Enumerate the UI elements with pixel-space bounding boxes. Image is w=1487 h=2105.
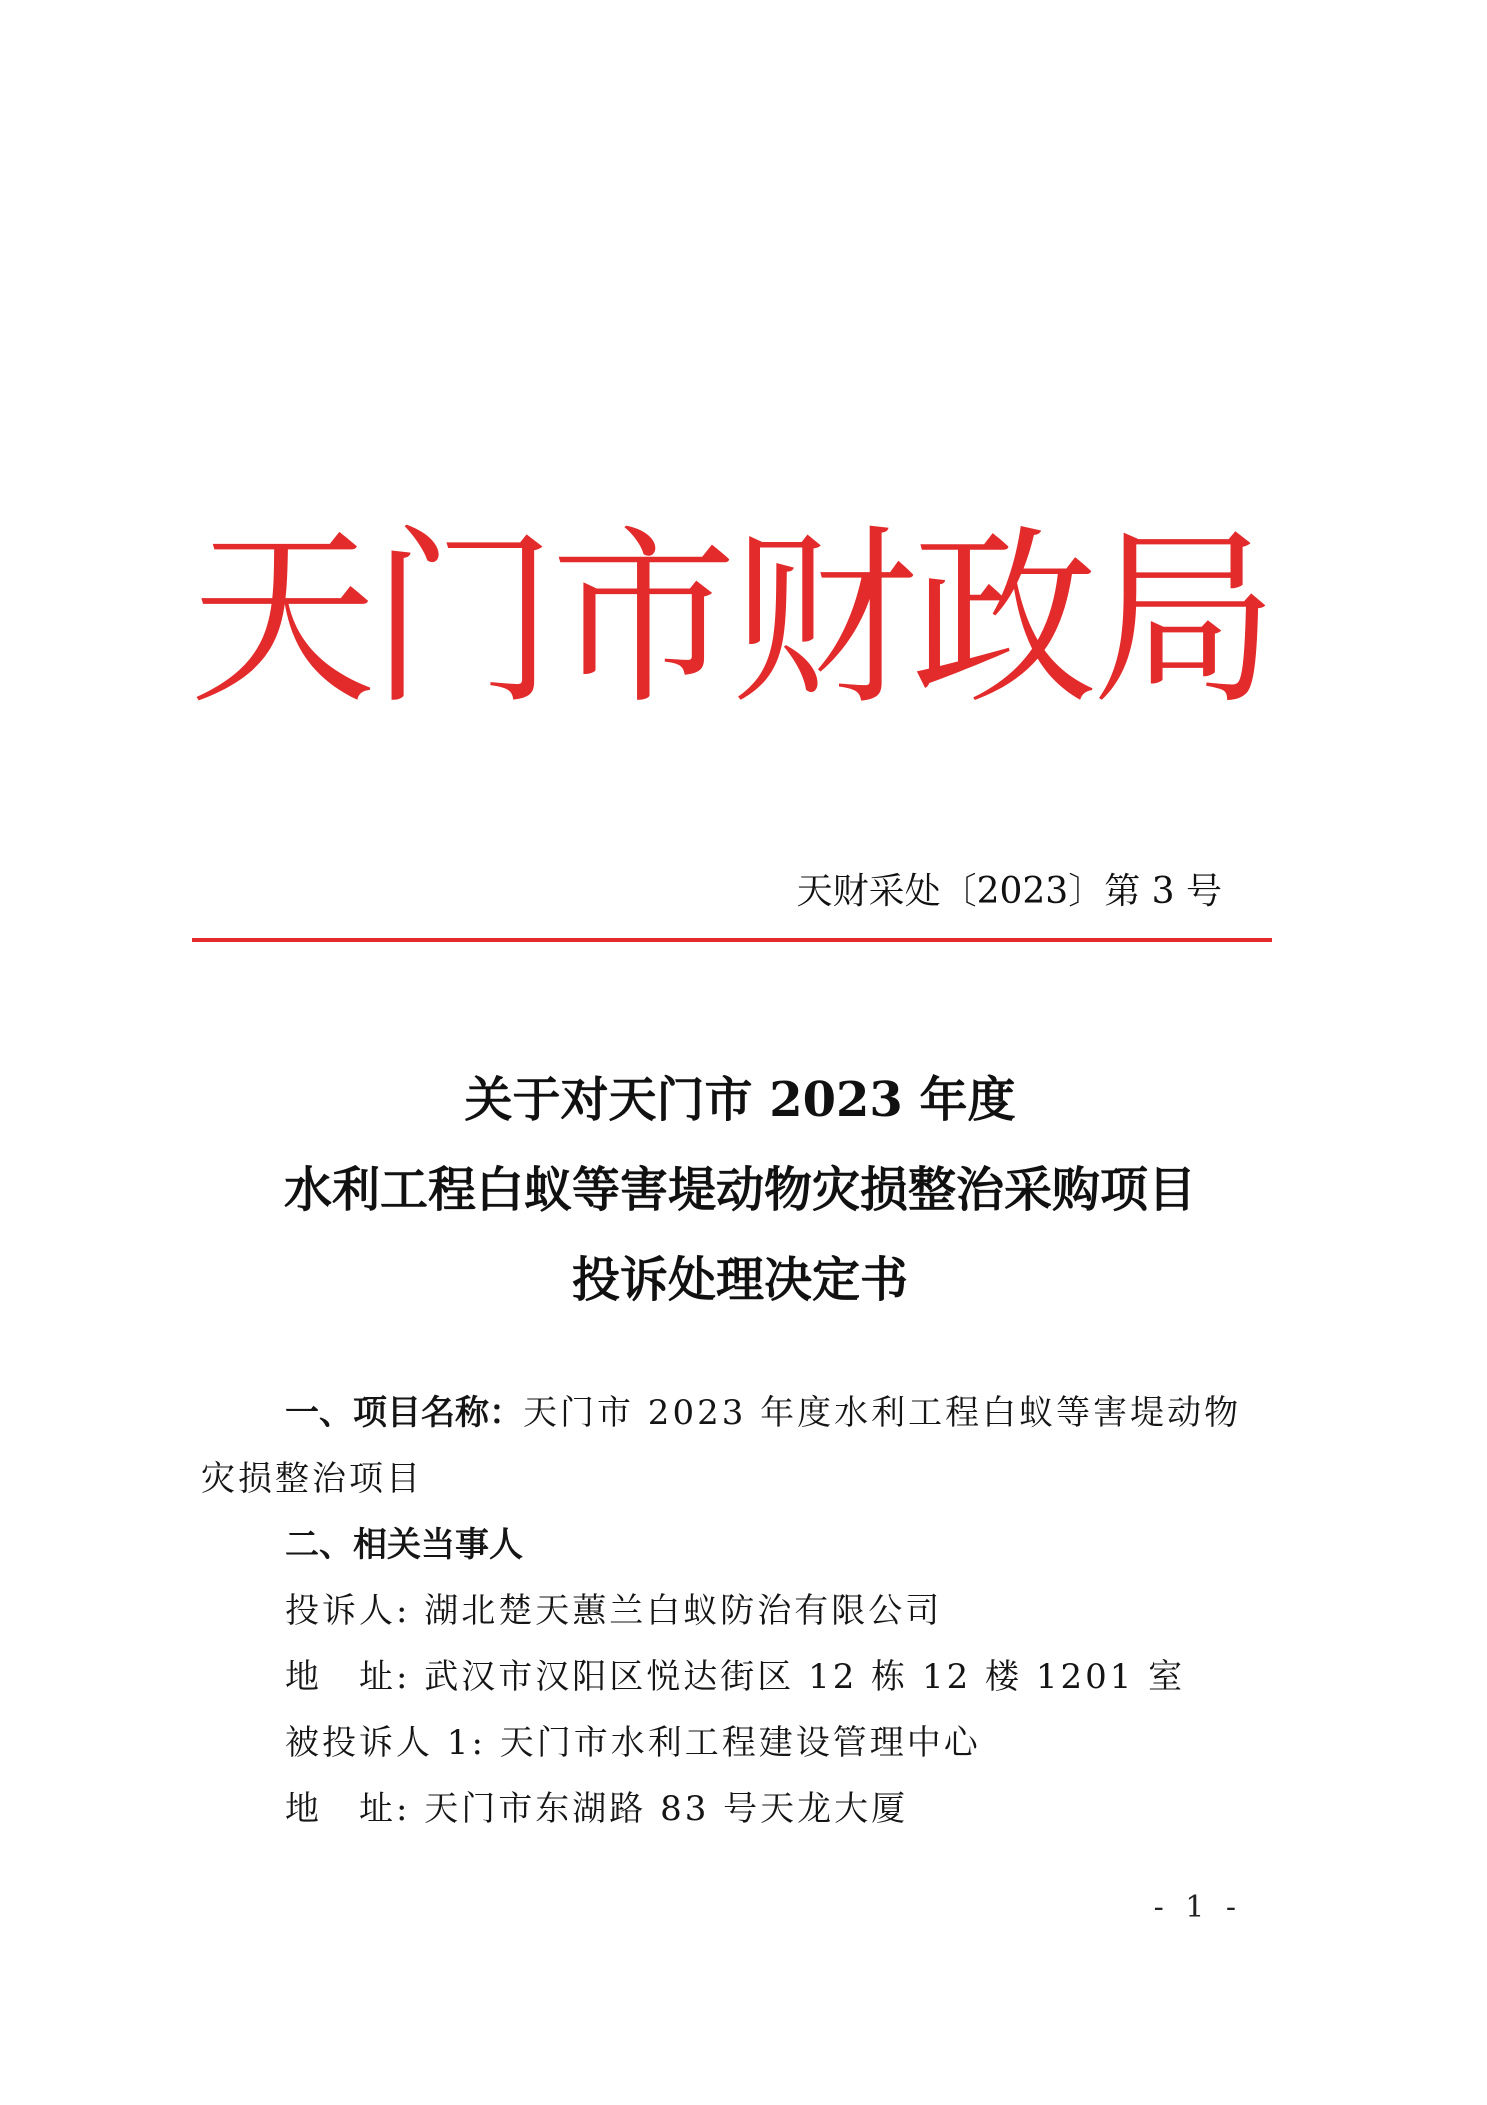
document-body <box>201 1380 1245 1842</box>
page-number: - 1 - <box>1153 1890 1242 1925</box>
project-name-label: 一、项目名称： <box>285 1393 523 1433</box>
respondent1-row <box>205 1710 1245 1776</box>
red-divider-line <box>192 938 1272 942</box>
complainant-label: 投诉人: <box>285 1591 411 1631</box>
section-parties <box>205 1512 1245 1578</box>
section-project-name <box>205 1380 1245 1446</box>
project-name-value-1: 天门市 2023 年度水利工程白蚁等害堤动物 <box>523 1393 1242 1433</box>
project-name-continuation <box>201 1446 1245 1512</box>
complainant-value: 湖北楚天蕙兰白蚁防治有限公司 <box>424 1591 943 1631</box>
title-line-3: 投诉处理决定书 <box>571 1252 908 1308</box>
issuer-masthead: 天门市财政局 <box>190 509 1272 730</box>
respondent1-address-label: 地 址: <box>285 1789 411 1829</box>
respondent1-address-value: 天门市东湖路 83 号天龙大厦 <box>424 1789 909 1829</box>
parties-heading: 二、相关当事人 <box>285 1525 523 1565</box>
respondent1-value: 天门市水利工程建设管理中心 <box>499 1723 981 1763</box>
complainant-address-value: 武汉市汉阳区悦达街区 12 栋 12 楼 1201 室 <box>424 1657 1186 1697</box>
project-name-value-2: 灾损整治项目 <box>201 1459 423 1499</box>
document-number: 天财采处〔2023〕第 3 号 <box>796 871 1222 912</box>
complainant-row <box>205 1578 1245 1644</box>
respondent1-label: 被投诉人 1: <box>285 1723 486 1763</box>
document-title <box>140 1055 1340 1325</box>
title-line-2: 水利工程白蚁等害堤动物灾损整治采购项目 <box>283 1162 1196 1218</box>
complainant-address-label: 地 址: <box>285 1657 411 1697</box>
complainant-address-row <box>205 1644 1245 1710</box>
title-line-1: 关于对天门市 2023 年度 <box>464 1072 1016 1128</box>
respondent1-address-row <box>205 1776 1245 1842</box>
